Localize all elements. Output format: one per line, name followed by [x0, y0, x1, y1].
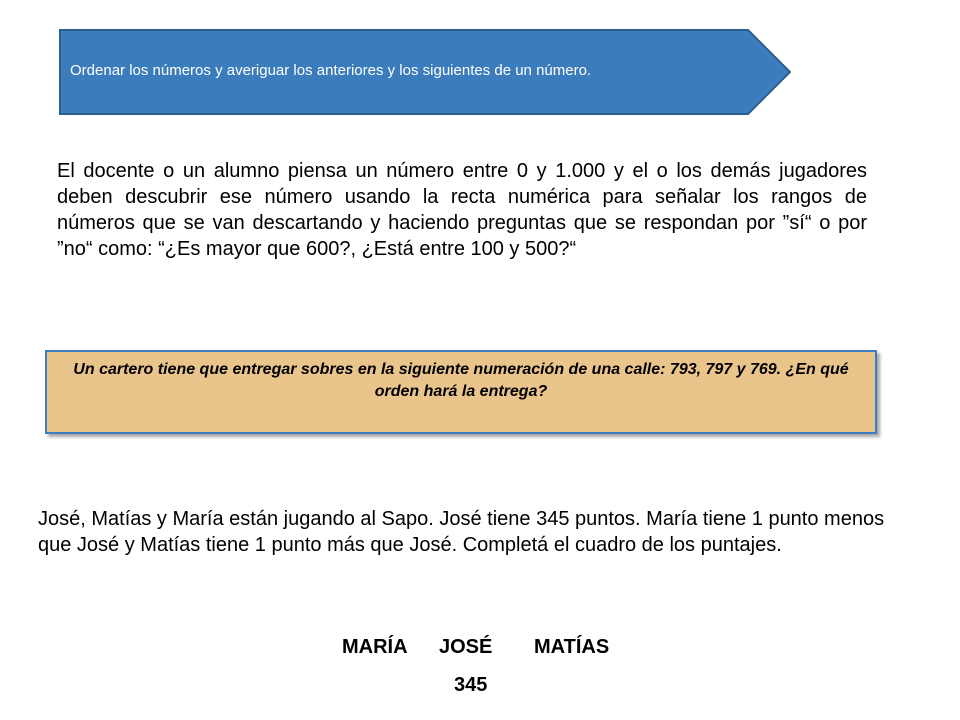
intro-paragraph: El docente o un alumno piensa un número entre 0 y 1.000 y el o los demás jugadores deben descubrir ese número usando la recta numérica para señalar los rangos de números que se van descartando y haciendo preguntas que se respondan por ”sí“ o por ”no“ como: “¿Es mayor que 600?, ¿Está entre 100 y 500?“: [57, 160, 867, 260]
score-header-maria: MARÍA: [342, 636, 408, 658]
banner-title: Ordenar los números y averiguar los anteriores y los siguientes de un número.: [70, 62, 592, 79]
title-banner: [58, 28, 792, 116]
score-header-matias: MATÍAS: [534, 636, 610, 658]
score-value-jose: 345: [454, 674, 488, 696]
score-header-jose: JOSÉ: [439, 636, 493, 658]
problem-text: Un cartero tiene que entregar sobres en la siguiente numeración de una calle: 793, 797 y 769. ¿En qué orden hará la entrega?: [73, 361, 849, 400]
game-paragraph: José, Matías y María están jugando al Sapo. José tiene 345 puntos. María tiene 1 punto menos que José y Matías tiene 1 punto más que José. Completá el cuadro de los puntajes.: [38, 508, 885, 556]
problem-box: [45, 350, 877, 434]
